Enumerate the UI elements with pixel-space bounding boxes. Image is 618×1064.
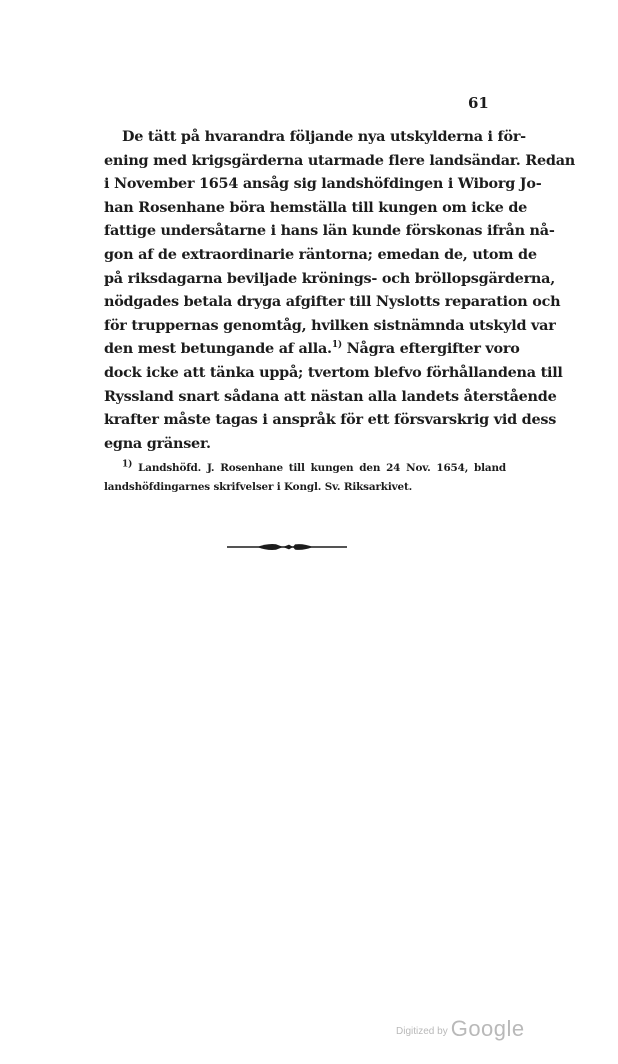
paragraph-line: nödgades betala dryga afgifter till Nyslotts reparation och	[104, 293, 561, 311]
footnote-line	[104, 459, 506, 478]
paragraph-line: De tätt på hvarandra följande nya utskylderna i för-	[122, 128, 526, 145]
paragraph-line: ening med krigsgärderna utarmade flere landsändar. Redan	[104, 151, 576, 169]
paragraph-line: Ryssland snart sådana att nästan alla landets återstående	[104, 387, 557, 405]
paragraph-line: på riksdagarna beviljade krönings- och bröllopsgärderna,	[104, 269, 555, 287]
paragraph-line-start: den mest betungande af alla.	[104, 340, 332, 358]
page-number: 61	[468, 94, 489, 112]
paragraph-line: i November 1654 ansåg sig landshöfdingen i Wiborg Jo-	[104, 175, 542, 193]
paragraph-line-end: Några eftergifter voro	[346, 340, 520, 358]
paragraph-line: han Rosenhane böra hemställa till kungen om icke de	[104, 198, 528, 216]
paragraph-line: gon af de extraordinarie räntorna; emedan de, utom de	[104, 245, 537, 263]
paragraph-line-with-footnote	[104, 337, 520, 361]
google-logo: Google	[450, 1016, 525, 1041]
paragraph-line: egna gränser.	[104, 434, 211, 452]
footnote-marker: 1)	[122, 459, 133, 470]
paragraph-line: krafter måste tagas i anspråk för ett försvarskrig vid dess	[104, 411, 557, 429]
paragraph-line: för truppernas genomtåg, hvilken sistnämnda utskyld var	[104, 316, 556, 334]
footnote	[104, 459, 506, 497]
digitized-by-google-watermark	[396, 1016, 525, 1042]
ornament-divider	[227, 540, 347, 554]
footnote-reference: 1)	[331, 340, 342, 351]
watermark-prefix: Digitized by	[396, 1026, 448, 1037]
paragraph-line: fattige undersåtarne i hans län kunde förskonas ifrån nå-	[104, 222, 555, 240]
footnote-text: Landshöfd. J. Rosenhane till kungen den 24 Nov. 1654, bland	[138, 462, 507, 474]
footnote-line: landshöfdingarnes skrifvelser i Kongl. Sv. Riksarkivet.	[104, 481, 413, 493]
body-paragraph	[104, 125, 576, 455]
paragraph-line: dock icke att tänka uppå; tvertom blefvo förhållandena till	[104, 363, 563, 381]
